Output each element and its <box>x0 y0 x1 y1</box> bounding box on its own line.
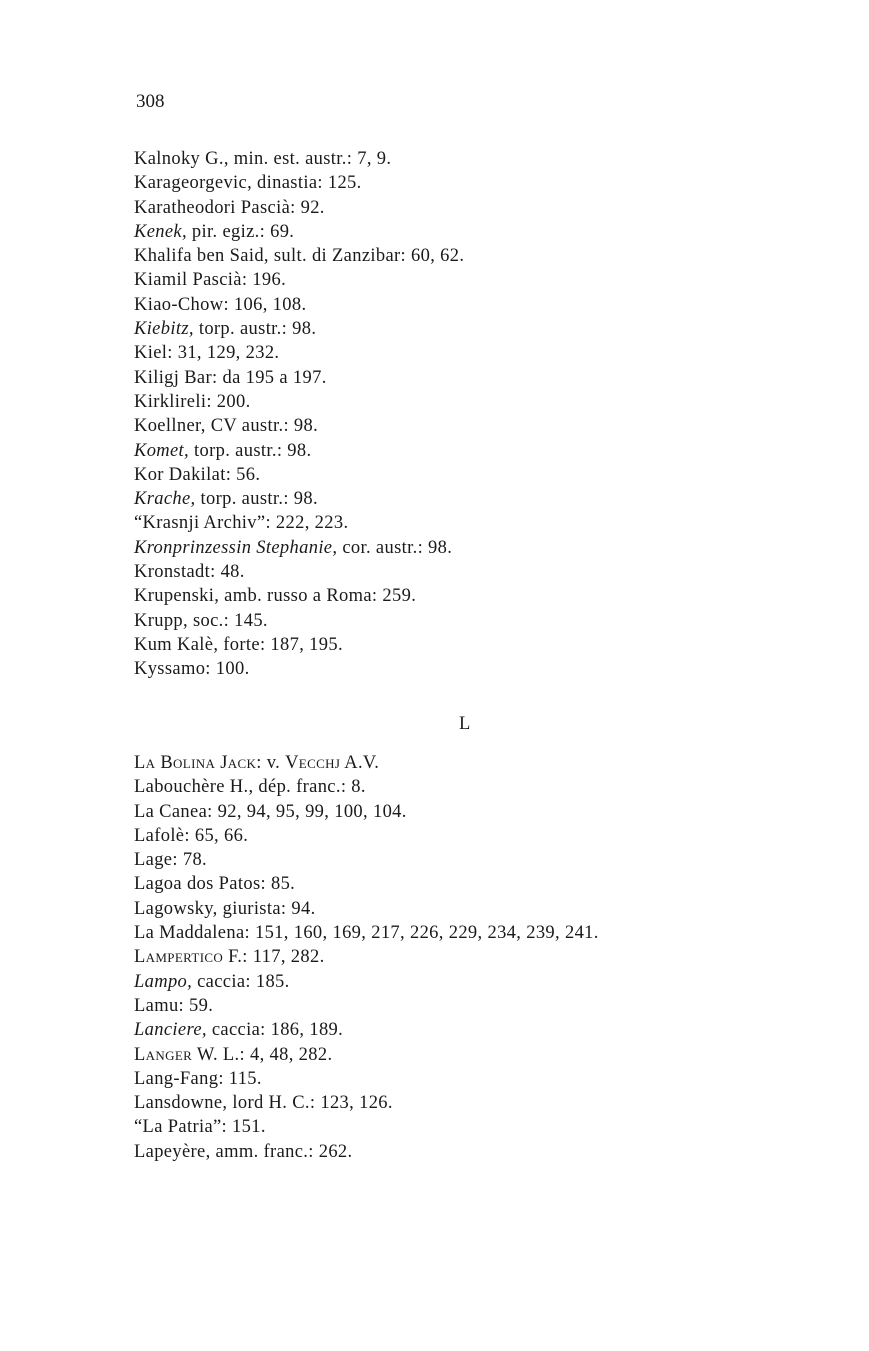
index-entry-text: Lapeyère, amm. franc.: 262. <box>134 1141 353 1162</box>
index-entry-text: pir. egiz.: 69. <box>186 221 295 242</box>
index-entry-text: Kronstadt: 48. <box>134 562 245 583</box>
index-entry-text: Lampertico <box>134 947 224 968</box>
index-entry <box>134 414 834 438</box>
index-entry <box>134 1018 834 1042</box>
index-entry-text: Lamu: 59. <box>134 995 214 1016</box>
index-entry <box>134 366 834 390</box>
index-entry-text: torp. austr.: 98. <box>193 319 317 340</box>
index-entry <box>134 897 834 921</box>
index-entry-text: Krupp, soc.: 145. <box>134 610 268 631</box>
index-entry <box>134 824 834 848</box>
index-entry-text: Lansdowne, lord H. C.: 123, 126. <box>134 1093 393 1114</box>
index-entry-text: Kenek, <box>134 221 187 242</box>
index-entry <box>134 751 834 775</box>
index-entry-text: Koellner, CV austr.: 98. <box>134 416 319 437</box>
index-entry <box>134 390 834 414</box>
index-entry-text: “La Patria”: 151. <box>134 1117 266 1138</box>
index-entry <box>134 220 834 244</box>
index-entry-text: Lafolè: 65, 66. <box>134 825 249 846</box>
index-entry <box>134 196 834 220</box>
section-heading-l: L <box>459 714 471 734</box>
index-entry-text: Langer <box>134 1044 193 1065</box>
index-entry <box>134 1140 834 1164</box>
index-entry <box>134 800 834 824</box>
index-entry-text: Kiamil Pascià: 196. <box>134 270 287 291</box>
index-entry-text: torp. austr.: 98. <box>195 489 318 510</box>
index-entry-text: Khalifa ben Said, sult. di Zanzibar: 60, 62. <box>134 246 465 267</box>
index-entry <box>134 293 834 317</box>
index-entry-text: Lanciere, <box>134 1020 207 1041</box>
index-entry-text: F.: 117, 282. <box>223 947 325 968</box>
index-entry <box>134 1067 834 1091</box>
index-entry <box>134 487 834 511</box>
index-entry <box>134 970 834 994</box>
index-entry-text: La Bolina Jack <box>134 753 257 773</box>
index-entry-text: Krupenski, amb. russo a Roma: 259. <box>134 586 417 607</box>
index-entry-text: Karageorgevic, dinastia: 125. <box>134 173 362 194</box>
index-entry-text: Kiebitz, <box>134 319 194 340</box>
index-entry-text: caccia: 185. <box>192 971 290 992</box>
index-entry-text: “Krasnji Archiv”: 222, 223. <box>134 513 349 534</box>
index-entry-text: Lagowsky, giurista: 94. <box>134 898 316 919</box>
index-entry <box>134 536 834 560</box>
index-entry <box>134 463 834 487</box>
index-section-k <box>134 147 834 682</box>
index-entry-text: Kiel: 31, 129, 232. <box>134 343 280 364</box>
index-entry <box>134 584 834 608</box>
index-entry-text: Kirklireli: 200. <box>134 391 251 412</box>
index-entry-text: cor. austr.: 98. <box>337 537 453 558</box>
index-entry-text: Labouchère H., dép. franc.: 8. <box>134 777 366 798</box>
index-entry-text: Lang-Fang: 115. <box>134 1068 262 1089</box>
index-entry-text: : v. <box>256 753 286 773</box>
index-entry <box>134 268 834 292</box>
index-entry-text: Vecchj <box>285 753 341 773</box>
index-entry-text: torp. austr.: 98. <box>189 440 312 461</box>
index-entry-text: Kum Kalè, forte: 187, 195. <box>134 634 343 655</box>
index-entry <box>134 511 834 535</box>
index-entry <box>134 945 834 969</box>
index-entry-text: Kyssamo: 100. <box>134 659 250 680</box>
index-entry-text: Lage: 78. <box>134 850 208 871</box>
index-entry <box>134 633 834 657</box>
page-number: 308 <box>136 91 165 112</box>
index-entry <box>134 147 834 171</box>
index-section-l <box>134 751 834 1164</box>
index-entry-text: La Maddalena: 151, 160, 169, 217, 226, 229, 234, 239, 241. <box>134 923 599 944</box>
index-entry-text: Lampo, <box>134 971 193 992</box>
index-entry <box>134 921 834 945</box>
index-entry <box>134 657 834 681</box>
index-entry <box>134 872 834 896</box>
index-entry-text: caccia: 186, 189. <box>206 1020 344 1041</box>
index-entry-text: A.V. <box>340 753 380 773</box>
index-entry-text: Kiligj Bar: da 195 a 197. <box>134 367 327 388</box>
index-entry <box>134 171 834 195</box>
index-entry <box>134 1115 834 1139</box>
index-entry <box>134 560 834 584</box>
index-entry-text: La Canea: 92, 94, 95, 99, 100, 104. <box>134 801 407 822</box>
index-entry <box>134 1091 834 1115</box>
index-entry <box>134 775 834 799</box>
index-entry <box>134 244 834 268</box>
index-entry-text: Kronprinzessin Stephanie, <box>134 537 338 558</box>
index-entry <box>134 317 834 341</box>
index-entry <box>134 1043 834 1067</box>
index-entry-text: Krache, <box>134 489 196 510</box>
index-entry-text: Lagoa dos Patos: 85. <box>134 874 296 895</box>
index-entry <box>134 439 834 463</box>
index-entry-text: Komet, <box>134 440 190 461</box>
index-entry <box>134 609 834 633</box>
index-entry-text: Karatheodori Pascià: 92. <box>134 197 325 218</box>
index-entry-text: Kor Dakilat: 56. <box>134 464 261 485</box>
index-entry <box>134 848 834 872</box>
index-entry-text: W. L.: 4, 48, 282. <box>192 1044 333 1065</box>
index-entry-text: Kiao-Chow: 106, 108. <box>134 294 307 315</box>
index-entry <box>134 994 834 1018</box>
index-entry-text: Kalnoky G., min. est. austr.: 7, 9. <box>134 149 392 169</box>
index-entry <box>134 341 834 365</box>
